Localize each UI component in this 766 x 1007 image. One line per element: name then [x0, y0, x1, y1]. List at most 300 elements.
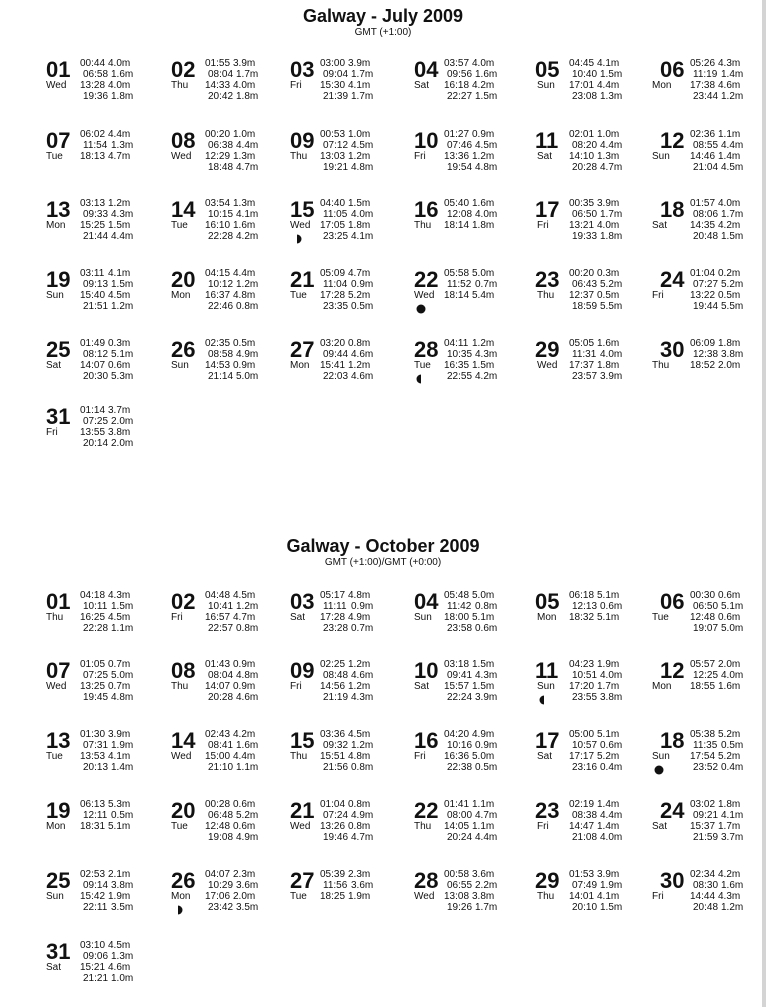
tide-height: 0.9m	[475, 740, 498, 751]
tide-height: 4.0m	[718, 198, 741, 209]
tide-height: 3.9m	[348, 58, 371, 69]
tide-height: 3.5m	[236, 902, 259, 913]
day-number: 24	[660, 267, 685, 292]
tide-time: 06:18	[569, 590, 595, 601]
day-number: 27	[290, 868, 315, 893]
tide-time: 20:42	[208, 91, 234, 102]
tide-height: 4.1m	[721, 810, 744, 821]
day-cell	[414, 590, 539, 656]
weekday-label: Thu	[46, 612, 64, 623]
day-number: 28	[414, 868, 439, 893]
tide-time: 08:04	[208, 670, 234, 681]
weekday-label: Thu	[537, 290, 555, 301]
tide-time: 06:09	[690, 338, 716, 349]
tide-time: 02:36	[690, 129, 716, 140]
tide-height: 0.8m	[351, 762, 374, 773]
weekday-label: Thu	[171, 681, 189, 692]
tide-time: 20:48	[693, 231, 719, 242]
day-cell	[535, 590, 660, 656]
tide-time: 19:54	[447, 162, 473, 173]
tide-time: 10:11	[83, 601, 108, 612]
tide-height: 4.2m	[236, 231, 259, 242]
tide-time: 12:38	[693, 349, 719, 360]
tide-height: 1.5m	[472, 681, 495, 692]
tide-time: 01:43	[205, 659, 231, 670]
tide-height: 4.9m	[351, 810, 374, 821]
tide-time: 14:56	[320, 681, 346, 692]
tide-time: 10:57	[572, 740, 598, 751]
tide-height: 4.4m	[233, 268, 256, 279]
tide-entry	[693, 762, 747, 774]
tide-height: 1.0m	[111, 973, 134, 984]
weekday-label: Mon	[652, 681, 672, 692]
tide-time: 21:04	[693, 162, 719, 173]
day-number: 28	[414, 337, 439, 362]
first-moon-icon	[173, 905, 183, 915]
day-number: 16	[414, 728, 439, 753]
tide-time: 23:28	[323, 623, 349, 634]
day-cell	[652, 658, 766, 725]
tide-height: 3.7m	[108, 405, 131, 416]
day-cell	[290, 729, 415, 795]
tide-time: 23:16	[572, 762, 598, 773]
day-cell	[171, 869, 296, 935]
tide-height: 1.7m	[236, 69, 259, 80]
tide-height: 2.2m	[475, 880, 498, 891]
tide-entry	[323, 762, 377, 774]
tide-height: 1.4m	[597, 799, 620, 810]
tide-time: 17:05	[320, 220, 346, 231]
tide-height: 3.8m	[472, 891, 495, 902]
weekday-label: Thu	[171, 80, 189, 91]
tide-height: 3.6m	[236, 880, 259, 891]
tide-height: 2.0m	[111, 416, 134, 427]
weekday-label: Fri	[537, 220, 549, 231]
tide-height: 1.4m	[111, 762, 134, 773]
day-number: 23	[535, 798, 560, 823]
tide-height: 4.4m	[233, 751, 256, 762]
day-cell	[652, 868, 766, 935]
tide-height: 3.5m	[111, 902, 134, 913]
tide-entry	[83, 973, 137, 985]
day-number: 20	[171, 798, 196, 823]
tide-entry	[208, 832, 262, 844]
tide-time: 02:43	[205, 729, 231, 740]
tide-height: 5.2m	[721, 279, 744, 290]
tide-height: 4.4m	[600, 140, 623, 151]
weekday-label: Wed	[46, 80, 67, 91]
day-number: 20	[171, 267, 196, 292]
tide-height: 1.2m	[236, 601, 259, 612]
tide-time: 21:10	[208, 762, 234, 773]
tide-height: 4.0m	[108, 80, 131, 91]
tide-height: 1.3m	[111, 951, 134, 962]
tide-time: 19:26	[447, 902, 473, 913]
tide-height: 1.2m	[108, 198, 131, 209]
tide-time: 14:44	[690, 891, 716, 902]
tide-height: 5.1m	[597, 729, 620, 740]
tide-time: 16:25	[80, 612, 106, 623]
tide-height: 0.5m	[475, 762, 498, 773]
tide-time: 00:35	[569, 198, 595, 209]
tide-time: 03:13	[80, 198, 106, 209]
weekday-label: Sat	[537, 151, 553, 162]
tide-height: 0.6m	[600, 601, 623, 612]
weekday-label: Thu	[290, 751, 308, 762]
tide-time: 03:54	[205, 198, 231, 209]
tide-time: 06:48	[208, 810, 234, 821]
tide-height: 0.7m	[475, 279, 498, 290]
tide-height: 0.9m	[351, 601, 374, 612]
tide-time: 07:25	[83, 670, 109, 681]
tide-height: 1.8m	[348, 220, 371, 231]
tide-height: 0.6m	[718, 612, 741, 623]
weekday-label: Fri	[652, 290, 664, 301]
tide-height: 1.5m	[111, 279, 134, 290]
tide-time: 17:38	[690, 80, 716, 91]
tide-height: 1.6m	[111, 69, 134, 80]
tide-time: 15:41	[320, 360, 346, 371]
tide-height: 4.5m	[233, 590, 256, 601]
day-number: 12	[660, 658, 685, 683]
tide-height: 1.1m	[236, 762, 259, 773]
tide-height: 1.3m	[600, 91, 623, 102]
tide-time: 21:51	[83, 301, 109, 312]
day-cell	[652, 728, 766, 795]
tide-time: 08:55	[693, 140, 719, 151]
weekday-label: Sun	[537, 80, 555, 91]
tide-height: 3.9m	[233, 58, 256, 69]
tide-time: 04:07	[205, 869, 231, 880]
tide-height: 3.6m	[472, 869, 495, 880]
tide-time: 15:51	[320, 751, 346, 762]
tide-height: 1.4m	[597, 821, 620, 832]
tide-entry	[569, 612, 623, 624]
tide-height: 1.8m	[600, 231, 623, 242]
tide-time: 01:04	[690, 268, 716, 279]
last-moon-icon	[539, 695, 549, 705]
tide-time: 18:13	[80, 151, 106, 162]
tide-time: 23:25	[323, 231, 349, 242]
tide-time: 10:15	[208, 209, 234, 220]
day-cell	[46, 590, 171, 656]
tide-entry	[572, 762, 626, 774]
tide-height: 1.5m	[348, 198, 371, 209]
day-cell	[290, 799, 415, 865]
tide-time: 10:51	[572, 670, 598, 681]
weekday-label: Thu	[290, 151, 308, 162]
tide-height: 4.5m	[721, 162, 744, 173]
weekday-label: Fri	[171, 612, 183, 623]
tide-height: 4.4m	[108, 129, 131, 140]
tide-time: 19:46	[323, 832, 349, 843]
day-cell	[171, 729, 296, 795]
day-number: 01	[46, 57, 71, 82]
tide-height: 1.2m	[472, 338, 495, 349]
day-number: 04	[414, 589, 439, 614]
tide-height: 3.6m	[351, 880, 374, 891]
tide-height: 4.6m	[236, 692, 259, 703]
tide-time: 09:21	[693, 810, 719, 821]
tide-height: 1.7m	[351, 91, 374, 102]
tide-time: 07:25	[83, 416, 109, 427]
day-number: 23	[535, 267, 560, 292]
tide-height: 1.3m	[597, 151, 620, 162]
tide-time: 16:57	[205, 612, 231, 623]
tide-time: 03:02	[690, 799, 716, 810]
tide-height: 1.1m	[472, 821, 495, 832]
tide-time: 01:04	[320, 799, 346, 810]
tide-time: 00:28	[205, 799, 231, 810]
tide-time: 17:28	[320, 612, 346, 623]
tide-time: 15:25	[80, 220, 106, 231]
weekday-label: Mon	[537, 612, 557, 623]
tide-time: 08:30	[693, 880, 719, 891]
tide-height: 4.0m	[475, 209, 498, 220]
tide-height: 1.2m	[721, 902, 744, 913]
weekday-label: Fri	[652, 891, 664, 902]
tide-time: 20:30	[83, 371, 109, 382]
tide-time: 05:26	[690, 58, 716, 69]
day-number: 04	[414, 57, 439, 82]
tide-height: 3.7m	[721, 832, 744, 843]
day-number: 18	[660, 728, 685, 753]
tide-height: 4.4m	[600, 810, 623, 821]
tide-height: 1.9m	[111, 740, 134, 751]
tide-time: 15:42	[80, 891, 106, 902]
tide-height: 1.6m	[236, 740, 259, 751]
tide-height: 1.8m	[111, 91, 134, 102]
weekday-label: Mon	[171, 891, 191, 902]
tide-time: 07:31	[83, 740, 109, 751]
tide-height: 4.6m	[108, 962, 131, 973]
tide-height: 4.5m	[108, 940, 131, 951]
weekday-label: Tue	[171, 821, 188, 832]
tide-height: 1.7m	[600, 209, 623, 220]
tide-time: 18:52	[690, 360, 716, 371]
tide-height: 1.2m	[111, 301, 134, 312]
tide-time: 18:14	[444, 290, 470, 301]
tide-entry	[83, 762, 137, 774]
tide-height: 4.0m	[721, 670, 744, 681]
tide-time: 18:00	[444, 612, 470, 623]
tide-height: 2.0m	[111, 438, 134, 449]
tide-height: 1.2m	[721, 91, 744, 102]
tide-height: 5.3m	[108, 799, 131, 810]
tide-time: 13:55	[80, 427, 106, 438]
weekday-label: Sat	[414, 681, 430, 692]
tide-height: 1.2m	[472, 151, 495, 162]
tide-time: 20:13	[83, 762, 109, 773]
weekday-label: Wed	[414, 290, 435, 301]
weekday-label: Sun	[46, 891, 64, 902]
tide-time: 11:42	[447, 601, 472, 612]
tide-height: 0.8m	[236, 301, 259, 312]
tide-time: 01:30	[80, 729, 106, 740]
tide-time: 16:36	[444, 751, 470, 762]
tide-height: 1.2m	[348, 360, 371, 371]
tide-height: 1.8m	[236, 91, 259, 102]
tide-height: 4.0m	[600, 832, 623, 843]
tide-time: 03:36	[320, 729, 346, 740]
tide-height: 0.8m	[475, 601, 498, 612]
tide-entry	[208, 902, 262, 914]
weekday-label: Mon	[290, 360, 310, 371]
tide-time: 19:08	[208, 832, 234, 843]
tide-height: 0.6m	[718, 590, 741, 601]
tide-time: 23:52	[693, 762, 719, 773]
day-number: 02	[171, 589, 196, 614]
tide-height: 3.8m	[721, 349, 744, 360]
tide-time: 17:01	[569, 80, 595, 91]
tide-time: 01:57	[690, 198, 716, 209]
tide-entry	[447, 623, 501, 635]
tide-time: 22:46	[208, 301, 234, 312]
weekday-label: Tue	[652, 612, 669, 623]
tide-height: 4.3m	[718, 891, 741, 902]
tide-height: 0.9m	[351, 279, 374, 290]
tide-time: 01:27	[444, 129, 470, 140]
tide-height: 0.4m	[721, 762, 744, 773]
tide-time: 13:53	[80, 751, 106, 762]
tide-time: 18:31	[80, 821, 106, 832]
day-number: 16	[414, 197, 439, 222]
tide-height: 5.0m	[472, 268, 495, 279]
tide-height: 4.0m	[600, 349, 623, 360]
weekday-label: Sun	[537, 681, 555, 692]
tide-time: 15:00	[205, 751, 231, 762]
tide-height: 1.7m	[718, 821, 741, 832]
tide-time: 13:22	[690, 290, 716, 301]
day-number: 15	[290, 197, 315, 222]
tide-height: 1.6m	[233, 220, 256, 231]
tide-height: 1.4m	[718, 151, 741, 162]
tide-time: 15:37	[690, 821, 716, 832]
tide-time: 15:21	[80, 962, 106, 973]
tide-height: 0.5m	[718, 290, 741, 301]
tide-time: 02:53	[80, 869, 106, 880]
tide-height: 5.4m	[472, 290, 495, 301]
tide-time: 17:37	[569, 360, 595, 371]
tide-time: 05:09	[320, 268, 346, 279]
tide-time: 18:14	[444, 220, 470, 231]
day-cell	[46, 799, 171, 865]
tide-height: 4.9m	[348, 612, 371, 623]
tide-time: 16:37	[205, 290, 231, 301]
tide-height: 0.4m	[600, 762, 623, 773]
tide-time: 05:39	[320, 869, 346, 880]
tide-time: 09:41	[447, 670, 473, 681]
weekday-label: Wed	[414, 891, 435, 902]
tide-time: 01:53	[569, 869, 595, 880]
weekday-label: Thu	[414, 220, 432, 231]
day-number: 25	[46, 337, 71, 362]
weekday-label: Mon	[46, 821, 66, 832]
tide-height: 3.9m	[600, 371, 623, 382]
tide-height: 1.2m	[348, 151, 371, 162]
weekday-label: Thu	[537, 891, 555, 902]
tide-height: 5.0m	[111, 670, 134, 681]
tide-time: 05:05	[569, 338, 595, 349]
weekday-label: Sat	[537, 751, 553, 762]
tide-time: 06:13	[80, 799, 106, 810]
tide-height: 4.1m	[236, 209, 259, 220]
tide-height: 1.2m	[348, 681, 371, 692]
weekday-label: Fri	[290, 681, 302, 692]
tide-height: 0.8m	[348, 821, 371, 832]
tide-time: 17:54	[690, 751, 716, 762]
tide-height: 4.3m	[108, 590, 131, 601]
tide-height: 5.1m	[108, 821, 131, 832]
tide-time: 20:10	[572, 902, 598, 913]
tide-time: 13:03	[320, 151, 346, 162]
tide-time: 16:18	[444, 80, 470, 91]
tide-height: 4.2m	[718, 869, 741, 880]
tide-time: 19:07	[693, 623, 719, 634]
day-number: 13	[46, 728, 71, 753]
tide-height: 4.6m	[351, 670, 374, 681]
tide-time: 21:08	[572, 832, 598, 843]
day-number: 05	[535, 589, 560, 614]
tide-height: 4.2m	[472, 80, 495, 91]
tide-height: 1.6m	[475, 69, 498, 80]
day-number: 17	[535, 728, 560, 753]
tide-height: 5.2m	[348, 290, 371, 301]
tide-height: 4.3m	[475, 349, 498, 360]
tide-time: 09:32	[323, 740, 349, 751]
day-number: 11	[535, 128, 559, 153]
tide-entry	[693, 623, 747, 635]
tide-height: 5.2m	[718, 751, 741, 762]
tide-time: 01:55	[205, 58, 231, 69]
tide-height: 1.7m	[597, 681, 620, 692]
tide-entry	[320, 891, 374, 903]
tide-time: 03:10	[80, 940, 106, 951]
tide-height: 1.8m	[718, 799, 741, 810]
tide-height: 2.1m	[108, 869, 131, 880]
tide-time: 01:49	[80, 338, 106, 349]
tide-time: 18:32	[569, 612, 595, 623]
tide-height: 5.2m	[236, 810, 259, 821]
weekday-label: Sat	[46, 962, 62, 973]
new-moon-icon	[654, 765, 664, 775]
tide-height: 1.6m	[721, 880, 744, 891]
tide-height: 4.7m	[108, 151, 131, 162]
tide-time: 11:35	[693, 740, 718, 751]
tide-time: 08:12	[83, 349, 109, 360]
tide-height: 1.2m	[348, 659, 371, 670]
tide-height: 5.0m	[472, 590, 495, 601]
tide-height: 4.7m	[236, 162, 259, 173]
day-number: 02	[171, 57, 196, 82]
tide-height: 4.8m	[348, 751, 371, 762]
weekday-label: Tue	[414, 360, 431, 371]
tide-height: 4.7m	[348, 268, 371, 279]
tide-height: 3.9m	[108, 729, 131, 740]
tide-time: 08:00	[447, 810, 473, 821]
day-number: 17	[535, 197, 560, 222]
day-number: 08	[171, 658, 196, 683]
weekday-label: Sun	[652, 751, 670, 762]
tide-height: 0.8m	[348, 338, 371, 349]
tide-time: 10:40	[572, 69, 598, 80]
tide-time: 11:19	[693, 69, 718, 80]
tide-time: 23:44	[693, 91, 719, 102]
tide-height: 0.6m	[233, 821, 256, 832]
tide-time: 12:29	[205, 151, 231, 162]
tide-time: 09:04	[323, 69, 349, 80]
tide-time: 21:44	[83, 231, 109, 242]
